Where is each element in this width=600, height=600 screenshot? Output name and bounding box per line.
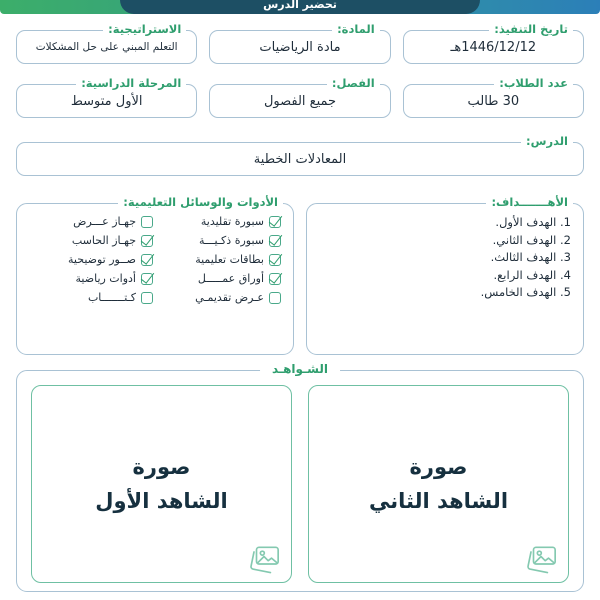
strategy-label: الاستراتيجية: (103, 22, 186, 36)
lesson-row (16, 134, 584, 176)
evidence-card-line-1: صورة (410, 452, 468, 482)
checkbox-checked-icon[interactable] (269, 254, 281, 266)
checkbox-empty-icon[interactable] (141, 216, 153, 228)
tool-checkbox-item[interactable] (29, 290, 153, 306)
tool-label: سبورة ذكـيـــة (198, 234, 264, 247)
evidence-card-line-2: الشاهد الثاني (369, 486, 508, 516)
objective-item: 3. الهدف الثالث. (490, 250, 571, 264)
date-field[interactable] (403, 22, 584, 64)
checkbox-empty-icon[interactable] (269, 292, 281, 304)
students-count-label: عدد الطلاب: (494, 76, 573, 90)
lesson-field[interactable] (16, 134, 584, 176)
tool-checkbox-item[interactable] (157, 233, 281, 249)
objectives-field (306, 195, 584, 355)
lesson-label: الدرس: (521, 134, 573, 148)
stage-label: المرحلة الدراسية: (76, 76, 186, 90)
evidence-title: الشـواهـد (260, 362, 340, 376)
checkbox-checked-icon[interactable] (141, 273, 153, 285)
evidence-card[interactable] (31, 385, 292, 583)
students-count-field[interactable] (403, 76, 584, 118)
checkbox-checked-icon[interactable] (269, 216, 281, 228)
checkbox-checked-icon[interactable] (269, 235, 281, 247)
tool-label: أوراق عمـــــل (197, 272, 264, 285)
tools-field (16, 195, 294, 355)
objective-item: 4. الهدف الرابع. (493, 267, 571, 282)
subject-label: المادة: (332, 22, 380, 36)
stage-field[interactable] (16, 76, 197, 118)
subject-field[interactable] (209, 22, 390, 64)
evidence-section (16, 362, 584, 592)
tool-checkbox-item[interactable] (157, 271, 281, 287)
tool-label: جهـاز الحاسب (71, 234, 136, 247)
images-icon[interactable] (247, 544, 281, 574)
stage-value: الأول متوسط (70, 93, 143, 109)
strategy-value: التعلم المبني على حل المشكلات (35, 41, 178, 53)
info-row-2 (16, 76, 584, 118)
tool-label: صــور توضيحية (68, 253, 136, 266)
evidence-card-line-2: الشاهد الأول (95, 486, 227, 516)
evidence-card-line-1: صورة (133, 452, 191, 482)
tool-checkbox-item[interactable] (157, 214, 281, 230)
students-count-value: 30 طالب (467, 93, 520, 109)
objectives-list (319, 214, 571, 302)
strategy-field[interactable] (16, 22, 197, 64)
classroom-value: جميع الفصول (263, 93, 337, 109)
classroom-label: الفصل: (327, 76, 380, 90)
checkbox-empty-icon[interactable] (141, 292, 153, 304)
tool-checkbox-item[interactable] (157, 290, 281, 306)
info-row-1 (16, 22, 584, 64)
tool-checkbox-item[interactable] (29, 214, 153, 230)
tool-checkbox-item[interactable] (29, 233, 153, 249)
tool-label: بطاقات تعليمية (195, 253, 264, 266)
date-label: تاريخ التنفيذ: (489, 22, 573, 36)
tool-label: أدوات رياضية (75, 272, 136, 285)
tool-label: عـرض تقديمـي (195, 291, 264, 304)
page-title-tab: تحضير الدرس (120, 0, 480, 14)
tool-checkbox-item[interactable] (29, 252, 153, 268)
images-icon[interactable] (524, 544, 558, 574)
objective-item: 2. الهدف الثاني. (492, 232, 571, 247)
evidence-cards-container (31, 385, 569, 583)
tool-checkbox-item[interactable] (157, 252, 281, 268)
evidence-card[interactable] (308, 385, 569, 583)
subject-value: مادة الرياضيات (259, 39, 341, 55)
tool-label: كـتـــــــاب (87, 291, 136, 304)
tool-label: جهـاز عـــرض (73, 215, 136, 228)
objectives-label: الأهـــــــداف: (486, 195, 573, 209)
checkbox-checked-icon[interactable] (269, 273, 281, 285)
tool-label: سبورة تقليدية (200, 215, 264, 228)
date-value: 1446/12/12هـ (450, 39, 537, 55)
checkbox-checked-icon[interactable] (141, 254, 153, 266)
tools-checkbox-grid (29, 214, 281, 306)
lesson-value: المعادلات الخطية (253, 151, 347, 167)
classroom-field[interactable] (209, 76, 390, 118)
tools-label: الأدوات والوسائل التعليمية: (118, 195, 283, 209)
objective-item: 1. الهدف الأول. (495, 215, 571, 229)
top-gradient-bar (0, 0, 600, 14)
objectives-tools-row (16, 195, 584, 355)
objective-item: 5. الهدف الخامس. (480, 285, 571, 299)
checkbox-checked-icon[interactable] (141, 235, 153, 247)
tool-checkbox-item[interactable] (29, 271, 153, 287)
